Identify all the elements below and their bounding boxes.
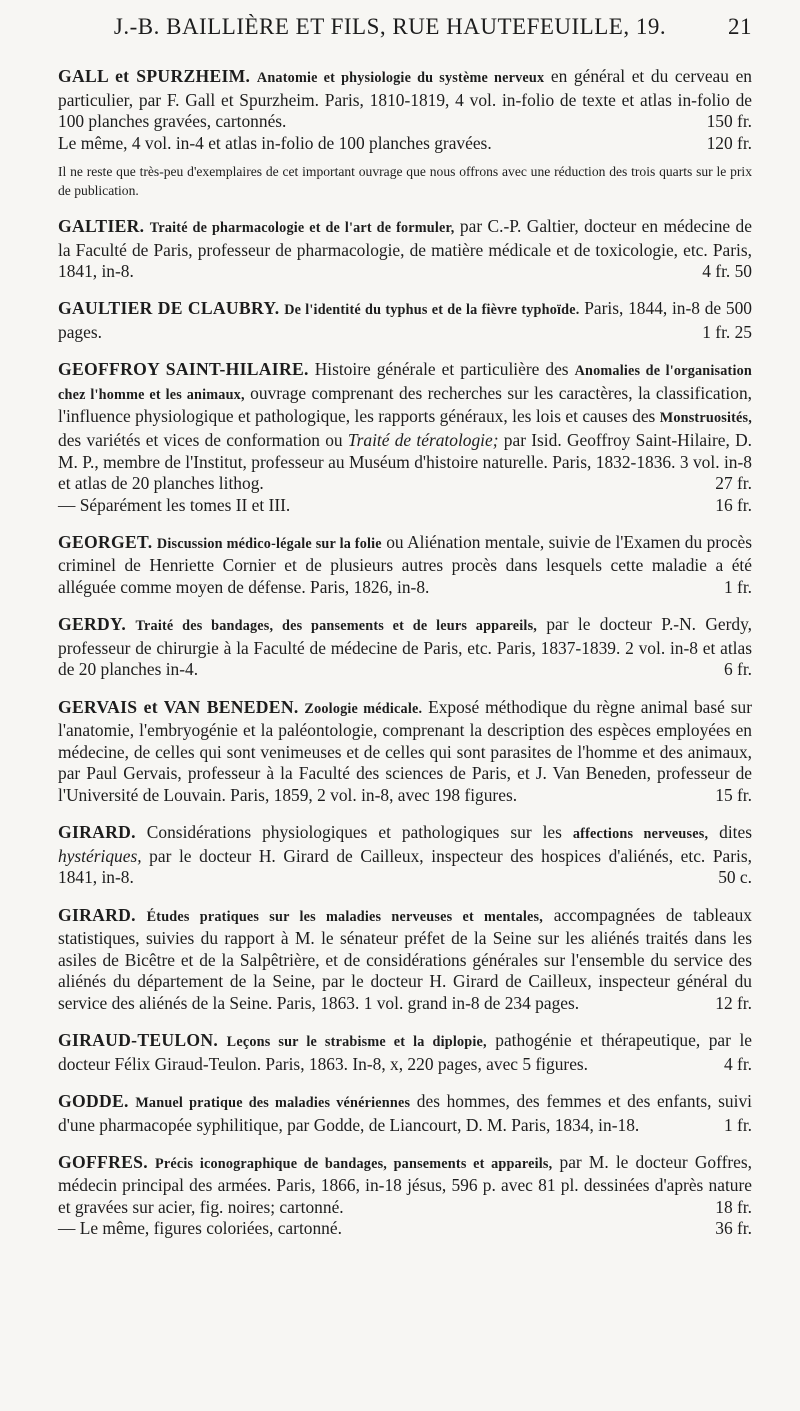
entry-text: pathogénie et thérapeutique, par le docteur Félix Giraud-Teulon. Paris, 1863. In-8, x, 220 pages, avec 5 figures. — [58, 1030, 752, 1074]
entry-subject: Anatomie et physiologie du système nerveux — [256, 70, 545, 86]
catalog-entry — [58, 1152, 752, 1240]
variant-text: Le même, 4 vol. in-4 et atlas in-folio de 100 planches gravées. — [58, 132, 492, 153]
entry-body — [58, 1152, 752, 1219]
entry-author: GERDY. — [58, 614, 127, 635]
entry-subject: Traité des bandages, des pansements et de leurs appareils, — [135, 618, 538, 635]
entry-note: Il ne reste que très-peu d'exemplaires de cet important ouvrage que nous offrons avec une réduction des trois quarts sur le prix de publication. — [58, 164, 752, 199]
entry-body — [58, 614, 752, 681]
variant-price: 120 fr. — [706, 132, 752, 153]
entry-author: GALTIER. — [58, 215, 145, 236]
catalog-entry — [58, 216, 752, 283]
running-header — [58, 14, 752, 66]
entry-body — [58, 697, 752, 807]
entry-subject: Manuel pratique des maladies vénériennes — [135, 1094, 411, 1111]
entry-body — [58, 1091, 752, 1136]
entry-variant — [58, 133, 752, 155]
variant-text: — Le même, figures coloriées, cartonné. — [58, 1218, 342, 1239]
entry-body — [58, 532, 752, 599]
catalog-entry — [58, 614, 752, 681]
entry-subject-secondary: Monstruosités, — [659, 410, 752, 427]
entry-italic-title: hystériques, — [58, 845, 142, 866]
entry-text: Considérations physiologiques et pathologiques sur les — [135, 822, 573, 843]
catalog-entry — [58, 697, 752, 807]
entry-price: 150 fr. — [706, 111, 752, 132]
entry-text: Exposé méthodique du règne animal basé sur l'anatomie, l'embryogénie et la paléontologie, comprenant la description des espèces employées en médecine, de celles qui sont venimeuses et de celles qui sont parasites de l'homme et des animaux, par Paul Gervais, professeur à la Faculté des sciences de Paris, et J. Van Beneden, professeur de l'Université de Louvain. Paris, 1859, 2 vol. in-8, avec 198 figures. — [58, 696, 752, 805]
entry-author: GEORGET. — [58, 531, 153, 552]
catalog-entry — [58, 1030, 752, 1075]
entry-body — [58, 822, 752, 889]
entry-price: 18 fr. — [715, 1196, 752, 1217]
entry-text: accompagnées de tableaux statistiques, suivies du rapport à M. le sénateur préfet de la Seine sur les aliénés traités dans les asiles de Bicêtre et de la Salpêtrière, et de considérations générales sur l'ensemble du service des aliénés du département de la Seine, par le docteur H. Girard de Cailleux, inspecteur général du service des aliénés de la Seine. Paris, 1863. 1 vol. grand in-8 de 234 pages. — [58, 904, 752, 1013]
entry-text: par C.-P. Galtier, docteur en médecine de la Faculté de Paris, professeur de pharmacologie, de matière médicale et de toxicologie, etc. Paris, 1841, in-8. — [58, 215, 752, 282]
entry-text: ouvrage comprenant des recherches sur les caractères, la classification, l'influence physiologique et pathologique, les rapports généraux, les lois et causes des — [58, 382, 752, 427]
entry-text: par le docteur H. Girard de Cailleux, inspecteur des hospices d'aliénés, etc. Paris, 1841, in-8. — [58, 845, 752, 888]
catalog-entry — [58, 532, 752, 599]
entry-subject: Discussion médico-légale sur la folie — [156, 535, 382, 552]
entry-author: GIRARD. — [58, 822, 136, 843]
entry-subject: Traité de pharmacologie et de l'art de formuler, — [149, 219, 455, 236]
entry-subject: Études pratiques sur les maladies nerveuses et mentales, — [146, 908, 543, 925]
entry-subject: Anomalies de l'organisation chez l'homme et les animaux, — [58, 363, 752, 403]
entry-price: 12 fr. — [715, 992, 752, 1013]
entry-price: 27 fr. — [715, 473, 752, 494]
entry-subject: Précis iconographique de bandages, pansements et appareils, — [155, 1155, 553, 1172]
entry-text: dites — [708, 822, 752, 843]
entry-variant — [58, 495, 752, 517]
entry-text: en général et du cerveau en particulier, par F. Gall et Spurzheim. Paris, 1810-1819, 4 vol. in-folio de texte et atlas in-folio de 100 planches gravées, cartonnés. — [58, 66, 752, 132]
entry-author: GAULTIER DE CLAUBRY. — [58, 298, 280, 319]
catalog-entry — [58, 298, 752, 343]
entry-price: 15 fr. — [715, 785, 752, 805]
entry-text: par Isid. Geoffroy Saint-Hilaire, D. M. P., membre de l'Institut, professeur au Muséum d'histoire naturelle. Paris, 1832-1836. 3 vol. in-8 et atlas de 20 planches lithog. — [58, 429, 752, 494]
entry-body — [58, 66, 752, 133]
entry-subject: affections nerveuses, — [572, 826, 709, 843]
entry-author: GERVAIS et VAN BENEDEN. — [58, 696, 299, 717]
entry-body — [58, 1030, 752, 1075]
variant-text: — Séparément les tomes II et III. — [58, 494, 291, 515]
entry-author: GODDE. — [58, 1090, 129, 1111]
catalog-entry — [58, 359, 752, 516]
entry-price: 4 fr. — [723, 1053, 752, 1074]
variant-price: 16 fr. — [715, 494, 752, 515]
catalog-entry — [58, 822, 752, 889]
entry-price: 1 fr. — [723, 577, 752, 598]
page-number: 21 — [728, 14, 752, 39]
entry-text: ou Aliénation mentale, suivie de l'Examen du procès criminel de Henriette Cornier et de plusieurs autres procès dans lesquels cette maladie a été alléguée comme moyen de défense. Paris, 1826, in-8. — [58, 531, 752, 598]
entry-text: Histoire générale et particulière des — [308, 359, 575, 380]
entry-text: Paris, 1844, in-8 de 500 pages. — [58, 298, 752, 342]
entry-price: 4 fr. 50 — [702, 261, 752, 282]
entry-price: 6 fr. — [723, 659, 752, 680]
entry-price: 50 c. — [718, 867, 752, 888]
entry-italic-title: Traité de tératologie; — [347, 429, 499, 450]
entry-body — [58, 905, 752, 1015]
entry-author: GALL et SPURZHEIM. — [58, 66, 251, 86]
entry-subject: De l'identité du typhus et de la fièvre typhoïde. — [284, 302, 580, 319]
entry-text: des hommes, des femmes et des enfants, suivi d'une pharmacopée syphilitique, par Godde, de Liancourt, D. M. Paris, 1834, in-18. — [58, 1090, 752, 1135]
entry-author: GEOFFROY SAINT-HILAIRE. — [58, 359, 309, 380]
entry-author: GIRARD. — [58, 904, 136, 925]
entry-body — [58, 359, 752, 495]
catalog-entry — [58, 1091, 752, 1136]
publisher-header: J.-B. BAILLIÈRE ET FILS, RUE HAUTEFEUILLE, 19. — [113, 14, 667, 39]
variant-price: 36 fr. — [715, 1218, 752, 1239]
entry-price: 1 fr. — [723, 1114, 752, 1135]
entry-variant — [58, 1218, 752, 1240]
catalog-entry — [58, 66, 752, 200]
entry-text: par le docteur P.-N. Gerdy, professeur de chirurgie à la Faculté de médecine de Paris, etc. Paris, 1837-1839. 2 vol. in-8 et atlas de 20 planches in-4. — [58, 614, 752, 680]
entry-subject: Zoologie médicale. — [304, 700, 423, 717]
entry-subject: Leçons sur le strabisme et la diplopie, — [226, 1034, 487, 1051]
entry-author: GOFFRES. — [58, 1151, 148, 1172]
catalog-entry — [58, 905, 752, 1015]
entry-author: GIRAUD-TEULON. — [58, 1030, 219, 1051]
entry-body — [58, 216, 752, 283]
entry-text: des variétés et vices de conformation ou — [58, 429, 348, 450]
entry-body — [58, 298, 752, 343]
entry-text: par M. le docteur Goffres, médecin principal des armées. Paris, 1866, in-18 jésus, 596 p. avec 81 pl. dessinées d'après nature et gravées sur acier, fig. noires; cartonné. — [58, 1151, 752, 1217]
entry-price: 1 fr. 25 — [702, 321, 752, 342]
